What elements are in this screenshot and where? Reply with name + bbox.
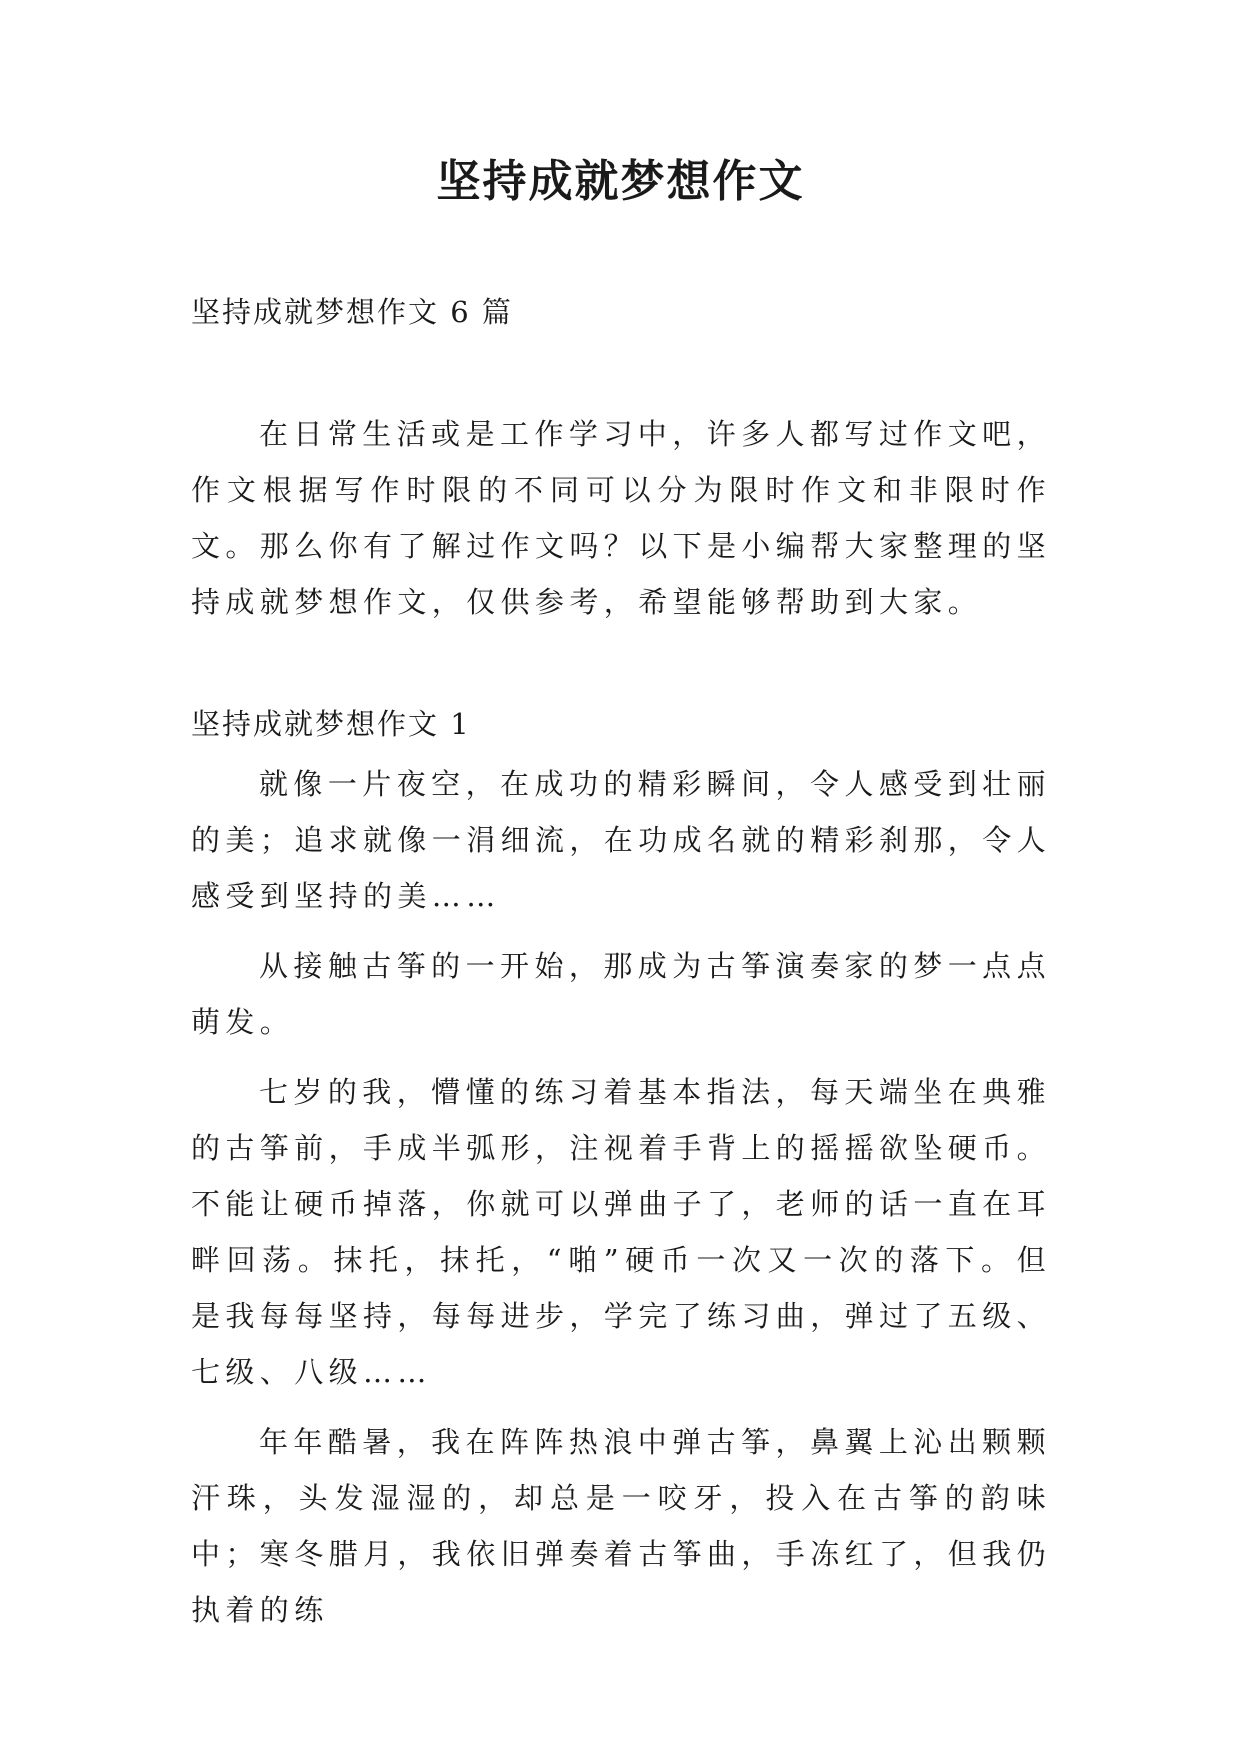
document-title: 坚持成就梦想作文 [436,156,805,207]
essay-paragraph: 年年酷暑，我在阵阵热浪中弹古筝，鼻翼上沁出颗颗汗珠，头发湿湿的，却总是一咬牙，投入在古筝的韵味中；寒冬腊月，我依旧弹奏着古筝曲，手冻红了，但我仍执着的练 [191,1425,1052,1627]
document-subtitle: 坚持成就梦想作文 6 篇 [191,295,513,329]
intro-paragraph: 在日常生活或是工作学习中，许多人都写过作文吧，作文根据写作时限的不同可以分为限时作文和非限时作文。那么你有了解过作文吗？以下是小编帮大家整理的坚持成就梦想作文，仅供参考，希望能够帮助到大家。 [191,417,1052,619]
essay-paragraph: 就像一片夜空，在成功的精彩瞬间，令人感受到壮丽的美；追求就像一涓细流，在功成名就的精彩刹那，令人感受到坚持的美…… [191,767,1052,913]
essay-1-heading: 坚持成就梦想作文 1 [191,707,471,741]
essay-paragraph: 七岁的我，懵懂的练习着基本指法，每天端坐在典雅的古筝前，手成半弧形，注视着手背上的摇摇欲坠硬币。不能让硬币掉落，你就可以弹曲子了，老师的话一直在耳畔回荡。抹托，抹托，“啪”硬币一次又一次的落下。但是我每每坚持，每每进步，学完了练习曲，弹过了五级、七级、八级…… [191,1075,1052,1389]
essay-paragraph: 从接触古筝的一开始，那成为古筝演奏家的梦一点点萌发。 [191,949,1051,1039]
essay-1-section [191,704,1051,1652]
intro-section [191,406,1051,646]
